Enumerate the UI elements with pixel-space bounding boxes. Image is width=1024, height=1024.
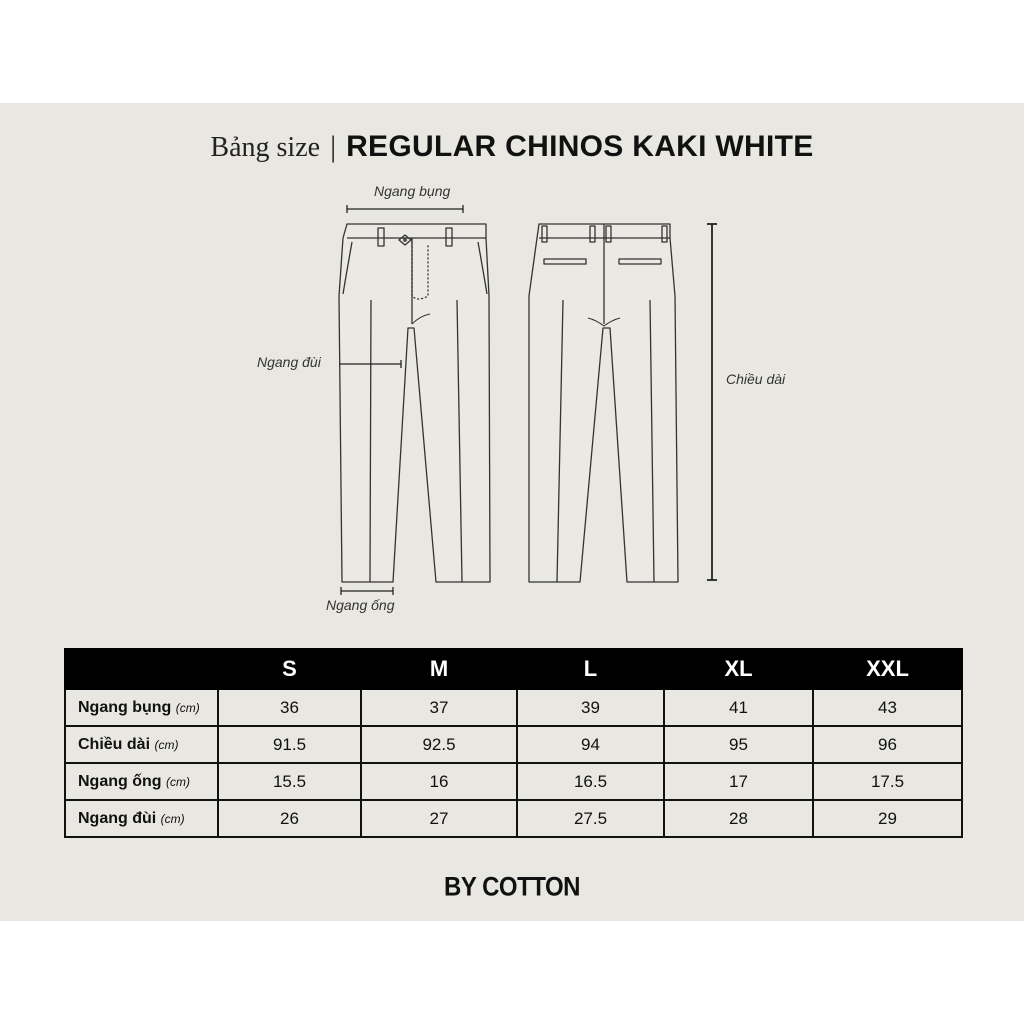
row-label-text: Ngang đùi [78,809,157,827]
title-separator: | [330,130,337,163]
row-label-text: Ngang ống [78,772,162,790]
row-label-hem [65,763,218,800]
table-cell: 92.5 [361,726,517,763]
unit-label: (cm) [160,811,185,826]
table-cell: 28 [664,800,813,837]
table-cell: 17 [664,763,813,800]
row-label-length [65,726,218,763]
table-cell: 17.5 [813,763,962,800]
table-cell: 15.5 [218,763,361,800]
table-row-hem [65,763,962,800]
unit-label: (cm) [175,700,200,715]
hem-measure-line [341,587,393,595]
table-cell: 95 [664,726,813,763]
length-measure-line [707,224,717,580]
size-header-s: S [218,649,361,689]
waist-measure-line [347,205,463,213]
table-cell: 26 [218,800,361,837]
size-header-m: M [361,649,517,689]
table-cell: 29 [813,800,962,837]
size-header-l: L [517,649,664,689]
table-cell: 16 [361,763,517,800]
table-cell: 39 [517,689,664,726]
row-label-text: Chiều dài [78,735,151,753]
row-label-waist [65,689,218,726]
size-header-xxl: XXL [813,649,962,689]
size-header-xl: XL [664,649,813,689]
table-row-thigh [65,800,962,837]
header-corner [65,649,218,689]
table-cell: 27 [361,800,517,837]
table-cell: 41 [664,689,813,726]
table-row-length [65,726,962,763]
unit-label: (cm) [154,737,179,752]
table-cell: 91.5 [218,726,361,763]
title-prefix: Bảng size [210,132,321,163]
table-cell: 16.5 [517,763,664,800]
table-cell: 36 [218,689,361,726]
row-label-thigh [65,800,218,837]
product-name: REGULAR CHINOS KAKI WHITE [346,130,814,163]
hem-label: Ngang ống [326,597,395,613]
table-cell: 43 [813,689,962,726]
length-label: Chiều dài [726,371,786,387]
row-label-text: Ngang bụng [78,698,172,716]
waist-label: Ngang bụng [374,183,451,199]
size-table [64,648,963,838]
size-header-row [65,649,962,689]
table-cell: 96 [813,726,962,763]
table-cell: 94 [517,726,664,763]
front-pants-drawing [339,224,490,582]
back-pants-drawing [529,224,678,582]
brand-logo: BY COTTON [444,872,580,903]
table-cell: 37 [361,689,517,726]
thigh-label: Ngang đùi [257,354,321,370]
unit-label: (cm) [166,774,190,789]
table-row-waist [65,689,962,726]
table-cell: 27.5 [517,800,664,837]
